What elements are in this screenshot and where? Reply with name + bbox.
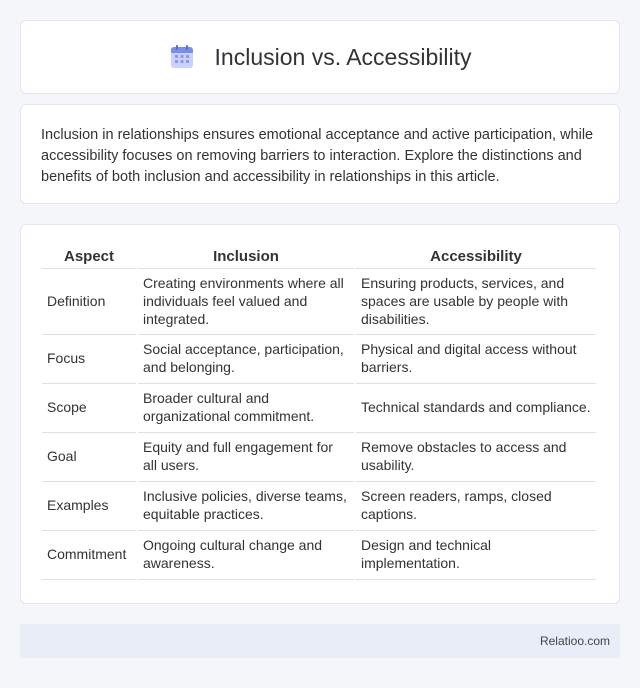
inclusion-cell: Broader cultural and organizational commitment.	[138, 384, 354, 433]
inclusion-cell: Inclusive policies, diverse teams, equitable practices.	[138, 482, 354, 531]
table-row	[42, 482, 596, 531]
accessibility-cell: Design and technical implementation.	[356, 531, 596, 580]
header-aspect: Aspect	[42, 245, 136, 269]
aspect-cell: Definition	[42, 269, 136, 335]
comparison-table	[40, 245, 598, 580]
accessibility-cell: Screen readers, ramps, closed captions.	[356, 482, 596, 531]
inclusion-cell: Ongoing cultural change and awareness.	[138, 531, 354, 580]
aspect-cell: Commitment	[42, 531, 136, 580]
comparison-table-card	[20, 224, 620, 604]
inclusion-cell: Social acceptance, participation, and belonging.	[138, 335, 354, 384]
accessibility-cell: Remove obstacles to access and usability.	[356, 433, 596, 482]
table-row	[42, 531, 596, 580]
aspect-cell: Scope	[42, 384, 136, 433]
intro-card	[20, 104, 620, 204]
accessibility-cell: Physical and digital access without barriers.	[356, 335, 596, 384]
accessibility-cell: Ensuring products, services, and spaces are usable by people with disabilities.	[356, 269, 596, 335]
page-title: Inclusion vs. Accessibility	[214, 43, 472, 70]
accessibility-cell: Technical standards and compliance.	[356, 384, 596, 433]
table-row	[42, 384, 596, 433]
footer	[20, 624, 620, 658]
table-row	[42, 269, 596, 335]
header-accessibility: Accessibility	[356, 245, 596, 269]
aspect-cell: Examples	[42, 482, 136, 531]
table-header-row	[42, 245, 596, 269]
table-row	[42, 433, 596, 482]
aspect-cell: Focus	[42, 335, 136, 384]
inclusion-cell: Equity and full engagement for all users.	[138, 433, 354, 482]
aspect-cell: Goal	[42, 433, 136, 482]
title-card	[20, 20, 620, 94]
table-row	[42, 335, 596, 384]
header-inclusion: Inclusion	[138, 245, 354, 269]
calendar-grid-icon	[169, 44, 195, 70]
footer-brand: Relatioo.com	[539, 634, 610, 648]
inclusion-cell: Creating environments where all individuals feel valued and integrated.	[138, 269, 354, 335]
intro-paragraph: Inclusion in relationships ensures emotional acceptance and active participation, while accessibility focuses on removing barriers to interaction. Explore the distinctions and benefits of both inclusion and accessibility in relationships in this article.	[41, 127, 594, 185]
